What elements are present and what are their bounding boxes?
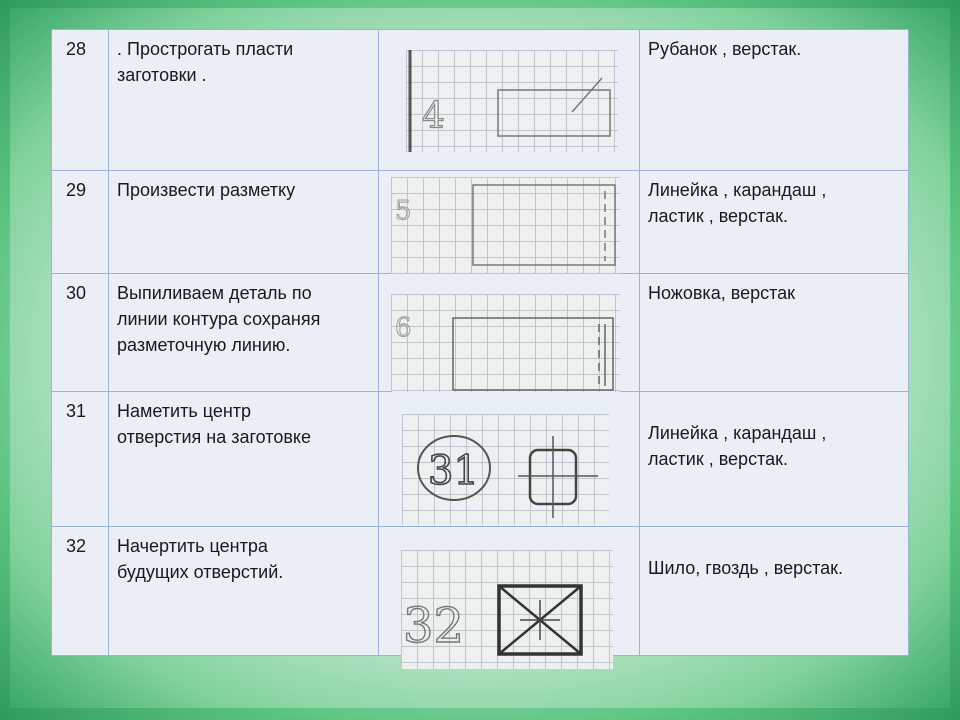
tools-cell — [640, 30, 909, 171]
technology-table — [51, 29, 909, 656]
tools-cell — [640, 392, 909, 527]
tools-line: Линейка , карандаш , — [648, 423, 827, 443]
step-number: 29 — [52, 171, 109, 274]
table-row — [52, 30, 909, 171]
tools-line: ластик , верстак. — [648, 449, 789, 469]
sketch-label: 5 — [395, 196, 412, 226]
sketch-drawing — [406, 50, 618, 152]
sketch-image — [402, 414, 609, 524]
sketch-drawing — [402, 414, 609, 524]
sketch-image — [406, 50, 618, 152]
tools-line: Ножовка, верстак — [648, 283, 796, 303]
sketch-cell — [379, 274, 640, 392]
step-number: 30 — [52, 274, 109, 392]
tools-cell — [640, 527, 909, 656]
sketch-image — [391, 294, 620, 398]
sketch-drawing — [391, 294, 620, 398]
tools-cell — [640, 274, 909, 392]
tools-line: Линейка , карандаш , — [648, 180, 827, 200]
sketch-label: 32 — [403, 598, 465, 654]
operation-cell — [109, 527, 379, 656]
operation-line: отверстия на заготовке — [117, 427, 311, 447]
table-row — [52, 274, 909, 392]
sketch-image — [391, 177, 620, 275]
sketch-cell — [379, 527, 640, 656]
operation-line: Начертить центра — [117, 536, 268, 556]
table-row — [52, 171, 909, 274]
operation-line: заготовки . — [117, 65, 207, 85]
sketch-label: 6 — [395, 313, 412, 343]
operation-cell — [109, 171, 379, 274]
operation-line: Выпиливаем деталь по — [117, 283, 312, 303]
sketch-drawing — [391, 177, 620, 275]
step-number: 28 — [52, 30, 109, 171]
operation-line: . Прострогать пласти — [117, 39, 294, 59]
sketch-label: 31 — [428, 448, 479, 494]
operation-cell — [109, 274, 379, 392]
tools-line: ластик , верстак. — [648, 206, 789, 226]
operation-line: будущих отверстий. — [117, 562, 284, 582]
tools-line: Шило, гвоздь , верстак. — [648, 558, 844, 578]
operation-line: Произвести разметку — [117, 180, 296, 200]
operation-cell — [109, 30, 379, 171]
operation-cell — [109, 392, 379, 527]
sketch-cell — [379, 392, 640, 527]
operation-line: разметочную линию. — [117, 335, 291, 355]
operation-line: Наметить центр — [117, 401, 252, 421]
sketch-drawing — [401, 550, 613, 669]
step-number: 32 — [52, 527, 109, 656]
sketch-cell — [379, 171, 640, 274]
sketch-image — [401, 550, 613, 669]
table-row — [52, 527, 909, 656]
step-number: 31 — [52, 392, 109, 527]
table-row — [52, 392, 909, 527]
operation-line: линии контура сохраняя — [117, 309, 321, 329]
tools-cell — [640, 171, 909, 274]
sketch-cell — [379, 30, 640, 171]
tools-line: Рубанок , верстак. — [648, 39, 802, 59]
sketch-label: 4 — [422, 96, 445, 137]
